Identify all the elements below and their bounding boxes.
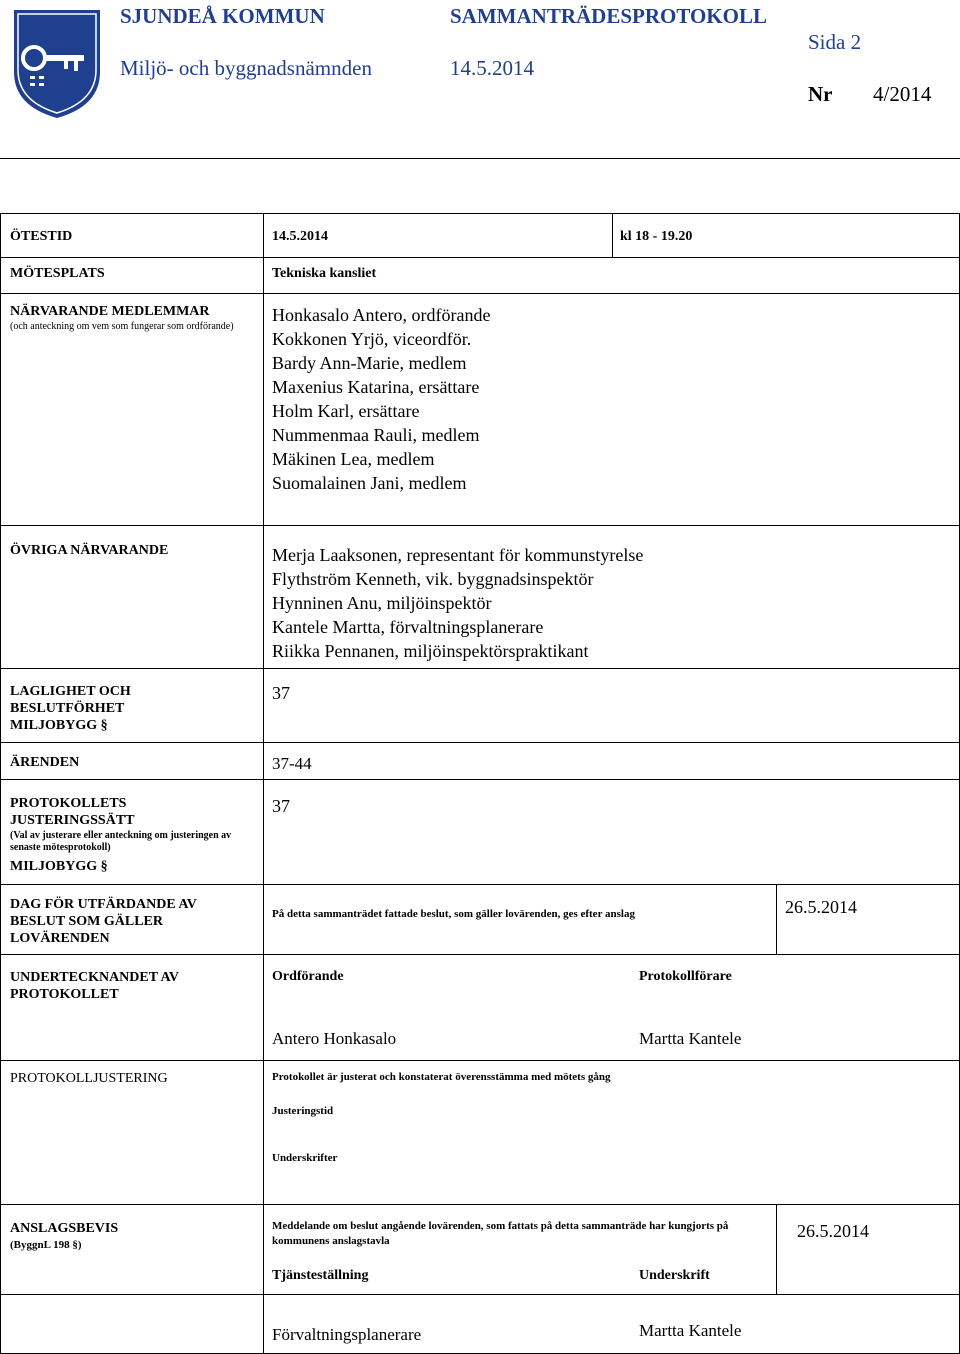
row-divider bbox=[0, 1294, 960, 1295]
signature-label: Underskrift bbox=[639, 1268, 710, 1283]
table-left-border bbox=[0, 213, 1, 1353]
time-cell-divider bbox=[612, 213, 613, 257]
doc-type: SAMMANTRÄDESPROTOKOLL bbox=[450, 4, 767, 28]
other-attendee: Kantele Martta, förvaltningsplanerare bbox=[272, 617, 544, 637]
member-name: Bardy Ann-Marie, medlem bbox=[272, 353, 467, 373]
org-name: SJUNDEÅ KOMMUN bbox=[120, 4, 325, 28]
place-label: MÖTESPLATS bbox=[10, 266, 105, 281]
header-divider bbox=[0, 158, 960, 159]
adjust-label-line: JUSTERINGSSÄTT bbox=[10, 813, 135, 828]
issue-label-line: BESLUT SOM GÄLLER bbox=[10, 914, 164, 929]
page-number: Sida 2 bbox=[808, 30, 862, 54]
notice-text bbox=[272, 1219, 728, 1249]
adjust-label bbox=[10, 795, 135, 829]
review-text: Protokollet är justerat och konstaterat överensstämma med mötets gång bbox=[272, 1071, 611, 1083]
position-value: Förvaltningsplanerare bbox=[272, 1325, 422, 1344]
chair-name: Antero Honkasalo bbox=[272, 1029, 397, 1048]
members-note: (och anteckning om vem som fungerar som ordförande) bbox=[10, 321, 234, 332]
matters-value: 37-44 bbox=[272, 754, 312, 773]
notice-date: 26.5.2014 bbox=[797, 1221, 869, 1241]
adjust-label-section: MILJOBYGG § bbox=[10, 859, 108, 874]
row-divider bbox=[0, 257, 960, 258]
column-divider bbox=[263, 213, 264, 1353]
other-attendee: Flythström Kenneth, vik. byggnadsinspektör bbox=[272, 569, 594, 589]
board-name: Miljö- och byggnadsnämnden bbox=[120, 56, 372, 80]
row-divider bbox=[0, 742, 960, 743]
member-name: Maxenius Katarina, ersättare bbox=[272, 377, 480, 397]
meeting-time: kl 18 - 19.20 bbox=[620, 229, 693, 244]
review-time-label: Justeringstid bbox=[272, 1105, 334, 1117]
meeting-date: 14.5.2014 bbox=[450, 56, 534, 80]
members-label: NÄRVARANDE MEDLEMMAR bbox=[10, 304, 210, 319]
adjust-value: 37 bbox=[272, 796, 290, 816]
matters-label: ÄRENDEN bbox=[10, 755, 80, 770]
review-label: PROTOKOLLJUSTERING bbox=[10, 1071, 168, 1086]
legality-label-line: MILJOBYGG § bbox=[10, 718, 108, 733]
legality-value: 37 bbox=[272, 683, 290, 703]
notice-label: ANSLAGSBEVIS bbox=[10, 1221, 119, 1236]
other-attendee: Merja Laaksonen, representant för kommunstyrelse bbox=[272, 545, 644, 565]
adjust-label-line: PROTOKOLLETS bbox=[10, 796, 127, 811]
issue-date: 26.5.2014 bbox=[785, 897, 857, 917]
position-label: Tjänsteställning bbox=[272, 1268, 369, 1283]
time-label: ÖTESTID bbox=[10, 229, 73, 244]
row-divider bbox=[0, 293, 960, 294]
meeting-place: Tekniska kansliet bbox=[272, 266, 377, 281]
nr-value: 4/2014 bbox=[873, 82, 932, 106]
notice-text-line: Meddelande om beslut angående lovärenden, som fattats på detta sammanträde har kungjorts på bbox=[272, 1220, 729, 1232]
signature-value: Martta Kantele bbox=[639, 1321, 742, 1340]
other-attendee: Hynninen Anu, miljöinspektör bbox=[272, 593, 492, 613]
issue-label bbox=[10, 896, 197, 947]
member-name: Nummenmaa Rauli, medlem bbox=[272, 425, 480, 445]
others-list bbox=[272, 543, 643, 663]
notice-note: (ByggnL 198 §) bbox=[10, 1239, 82, 1251]
notice-text-line: kommunens anslagstavla bbox=[272, 1235, 390, 1247]
sign-label bbox=[10, 969, 179, 1003]
issue-label-line: DAG FÖR UTFÄRDANDE AV bbox=[10, 897, 197, 912]
member-name: Honkasalo Antero, ordförande bbox=[272, 305, 491, 325]
legality-label bbox=[10, 683, 131, 734]
other-attendee: Riikka Pennanen, miljöinspektörspraktikant bbox=[272, 641, 589, 661]
others-label: ÖVRIGA NÄRVARANDE bbox=[10, 543, 169, 558]
issue-label-line: LOVÄRENDEN bbox=[10, 931, 110, 946]
member-name: Kokkonen Yrjö, viceordför. bbox=[272, 329, 472, 349]
row-divider bbox=[0, 525, 960, 526]
secretary-name: Martta Kantele bbox=[639, 1029, 742, 1048]
secretary-label: Protokollförare bbox=[639, 969, 732, 984]
issue-text: På detta sammanträdet fattade beslut, som gäller lovärenden, ges efter anslag bbox=[272, 908, 635, 920]
members-list bbox=[272, 303, 490, 495]
row-divider bbox=[0, 884, 960, 885]
review-sign-label: Underskrifter bbox=[272, 1152, 338, 1164]
member-name: Mäkinen Lea, medlem bbox=[272, 449, 435, 469]
table-top-border bbox=[0, 213, 960, 214]
row-divider bbox=[0, 1060, 960, 1061]
row-divider bbox=[0, 954, 960, 955]
notice-date-divider bbox=[776, 1204, 777, 1294]
sign-label-line: PROTOKOLLET bbox=[10, 987, 119, 1002]
sign-label-line: UNDERTECKNANDET AV bbox=[10, 970, 179, 985]
legality-label-line: LAGLIGHET OCH bbox=[10, 684, 131, 699]
member-name: Suomalainen Jani, medlem bbox=[272, 473, 467, 493]
municipality-logo bbox=[8, 6, 106, 120]
meeting-date-cell: 14.5.2014 bbox=[272, 229, 328, 244]
row-divider bbox=[0, 668, 960, 669]
row-divider bbox=[0, 1204, 960, 1205]
adjust-note: (Val av justerare eller anteckning om justeringen av senaste mötesprotokoll) bbox=[10, 830, 232, 853]
nr-label: Nr bbox=[808, 82, 833, 106]
member-name: Holm Karl, ersättare bbox=[272, 401, 420, 421]
row-divider bbox=[0, 779, 960, 780]
issue-date-divider bbox=[776, 884, 777, 954]
chair-label: Ordförande bbox=[272, 969, 344, 984]
legality-label-line: BESLUTFÖRHET bbox=[10, 701, 125, 716]
